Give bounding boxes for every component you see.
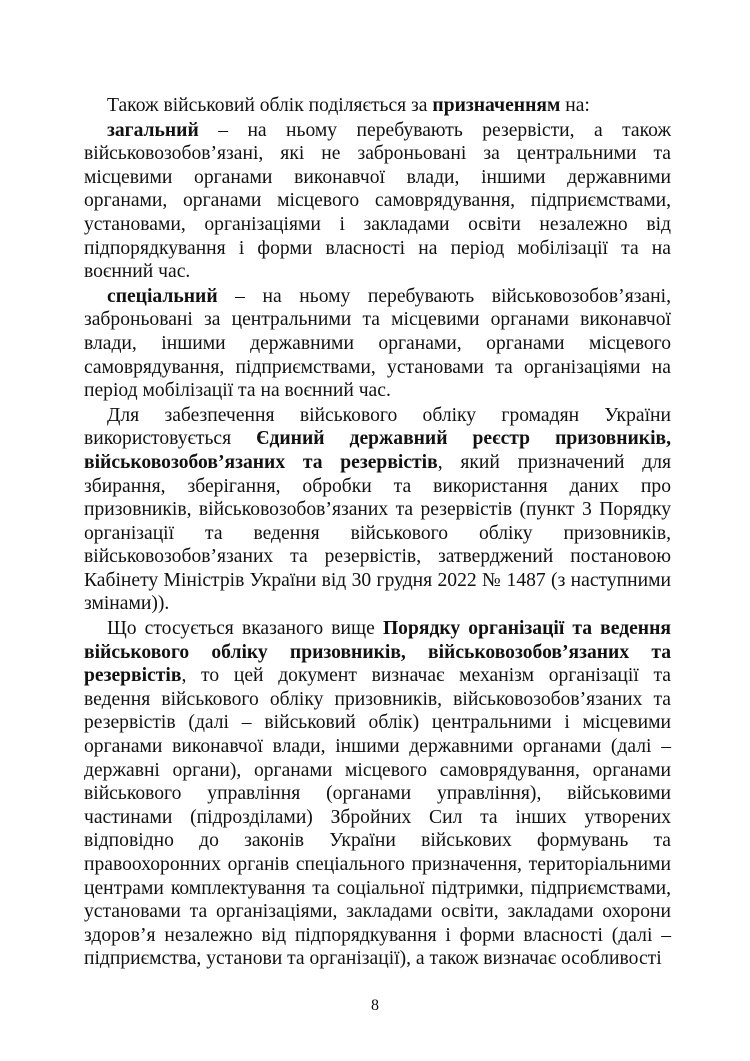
text-run: , який призначений для збирання, зберігання, обробки та використання даних про призовників, військовозобов’язаних та резервістів (пункт 3 Порядку організації та ведення військового обліку призовників, військовозобов’язаних та резервістів, затверджений постановою Кабінету Міністрів України від 30 грудня 2022 № 1487 (з наступними змінами)). — [84, 451, 671, 615]
text-run: Для забезпечення військового обліку громадян України використовується — [84, 404, 671, 450]
bold-term: Єдиний державний реєстр призовників, військовозобов’язаних та резервістів — [84, 428, 671, 473]
paragraph — [84, 285, 671, 403]
paragraph — [84, 404, 671, 616]
page-number: 8 — [371, 997, 379, 1014]
bold-term: Порядку організації та ведення військового обліку призовників, військовозобов’язаних та резервістів — [84, 618, 671, 687]
paragraph — [84, 94, 671, 118]
text-run: , то цей документ визначає механізм організації та ведення військового обліку призовників, військовозобов’язаних та резервістів (далі – військовий облік) центральними і місцевими органами виконавчої влади, іншими державними органами (далі – державні органи), органами місцевого самоврядування, органами військового управління (органами управління), військовими частинами (підрозділами) Збройних Сил та інших утворених відповідно до законів України військових формувань та правоохоронних органів спеціального призначення, територіальними центрами комплектування та соціальної підтримки, підприємствами, установами та організаціями, закладами освіти, закладами охорони здоров’я незалежно від підпорядкування і форми власності (далі – підприємства, установи та організації), а також визначає особливості — [84, 665, 671, 970]
text-run: на: — [560, 95, 590, 116]
bold-term: загальний — [107, 119, 199, 141]
text-run: Також військовий облік поділяється за — [107, 95, 433, 116]
document-body — [84, 94, 671, 971]
bold-term: призначенням — [432, 95, 561, 116]
bold-term: спеціальний — [107, 285, 218, 307]
paragraph — [84, 119, 671, 284]
text-run: Що стосується вказаного вище — [107, 618, 383, 640]
text-run: – на ньому перебувають військовозобов’язані, заброньовані за центральними та місцевими органами виконавчої влади, іншими державними органами, органами місцевого самоврядування, підприємствами, установами та організаціями на період мобілізації та на воєнний час. — [84, 285, 671, 402]
text-run: – на ньому перебувають резервісти, а також військовозобов’язані, які не заброньовані за центральними та місцевими органами виконавчої влади, іншими державними органами, органами місцевого самоврядування, підприємствами, установами, організаціями і закладами освіти незалежно від підпорядкування і форми власності на період мобілізації та на воєнний час. — [84, 119, 671, 283]
paragraph — [84, 617, 671, 971]
